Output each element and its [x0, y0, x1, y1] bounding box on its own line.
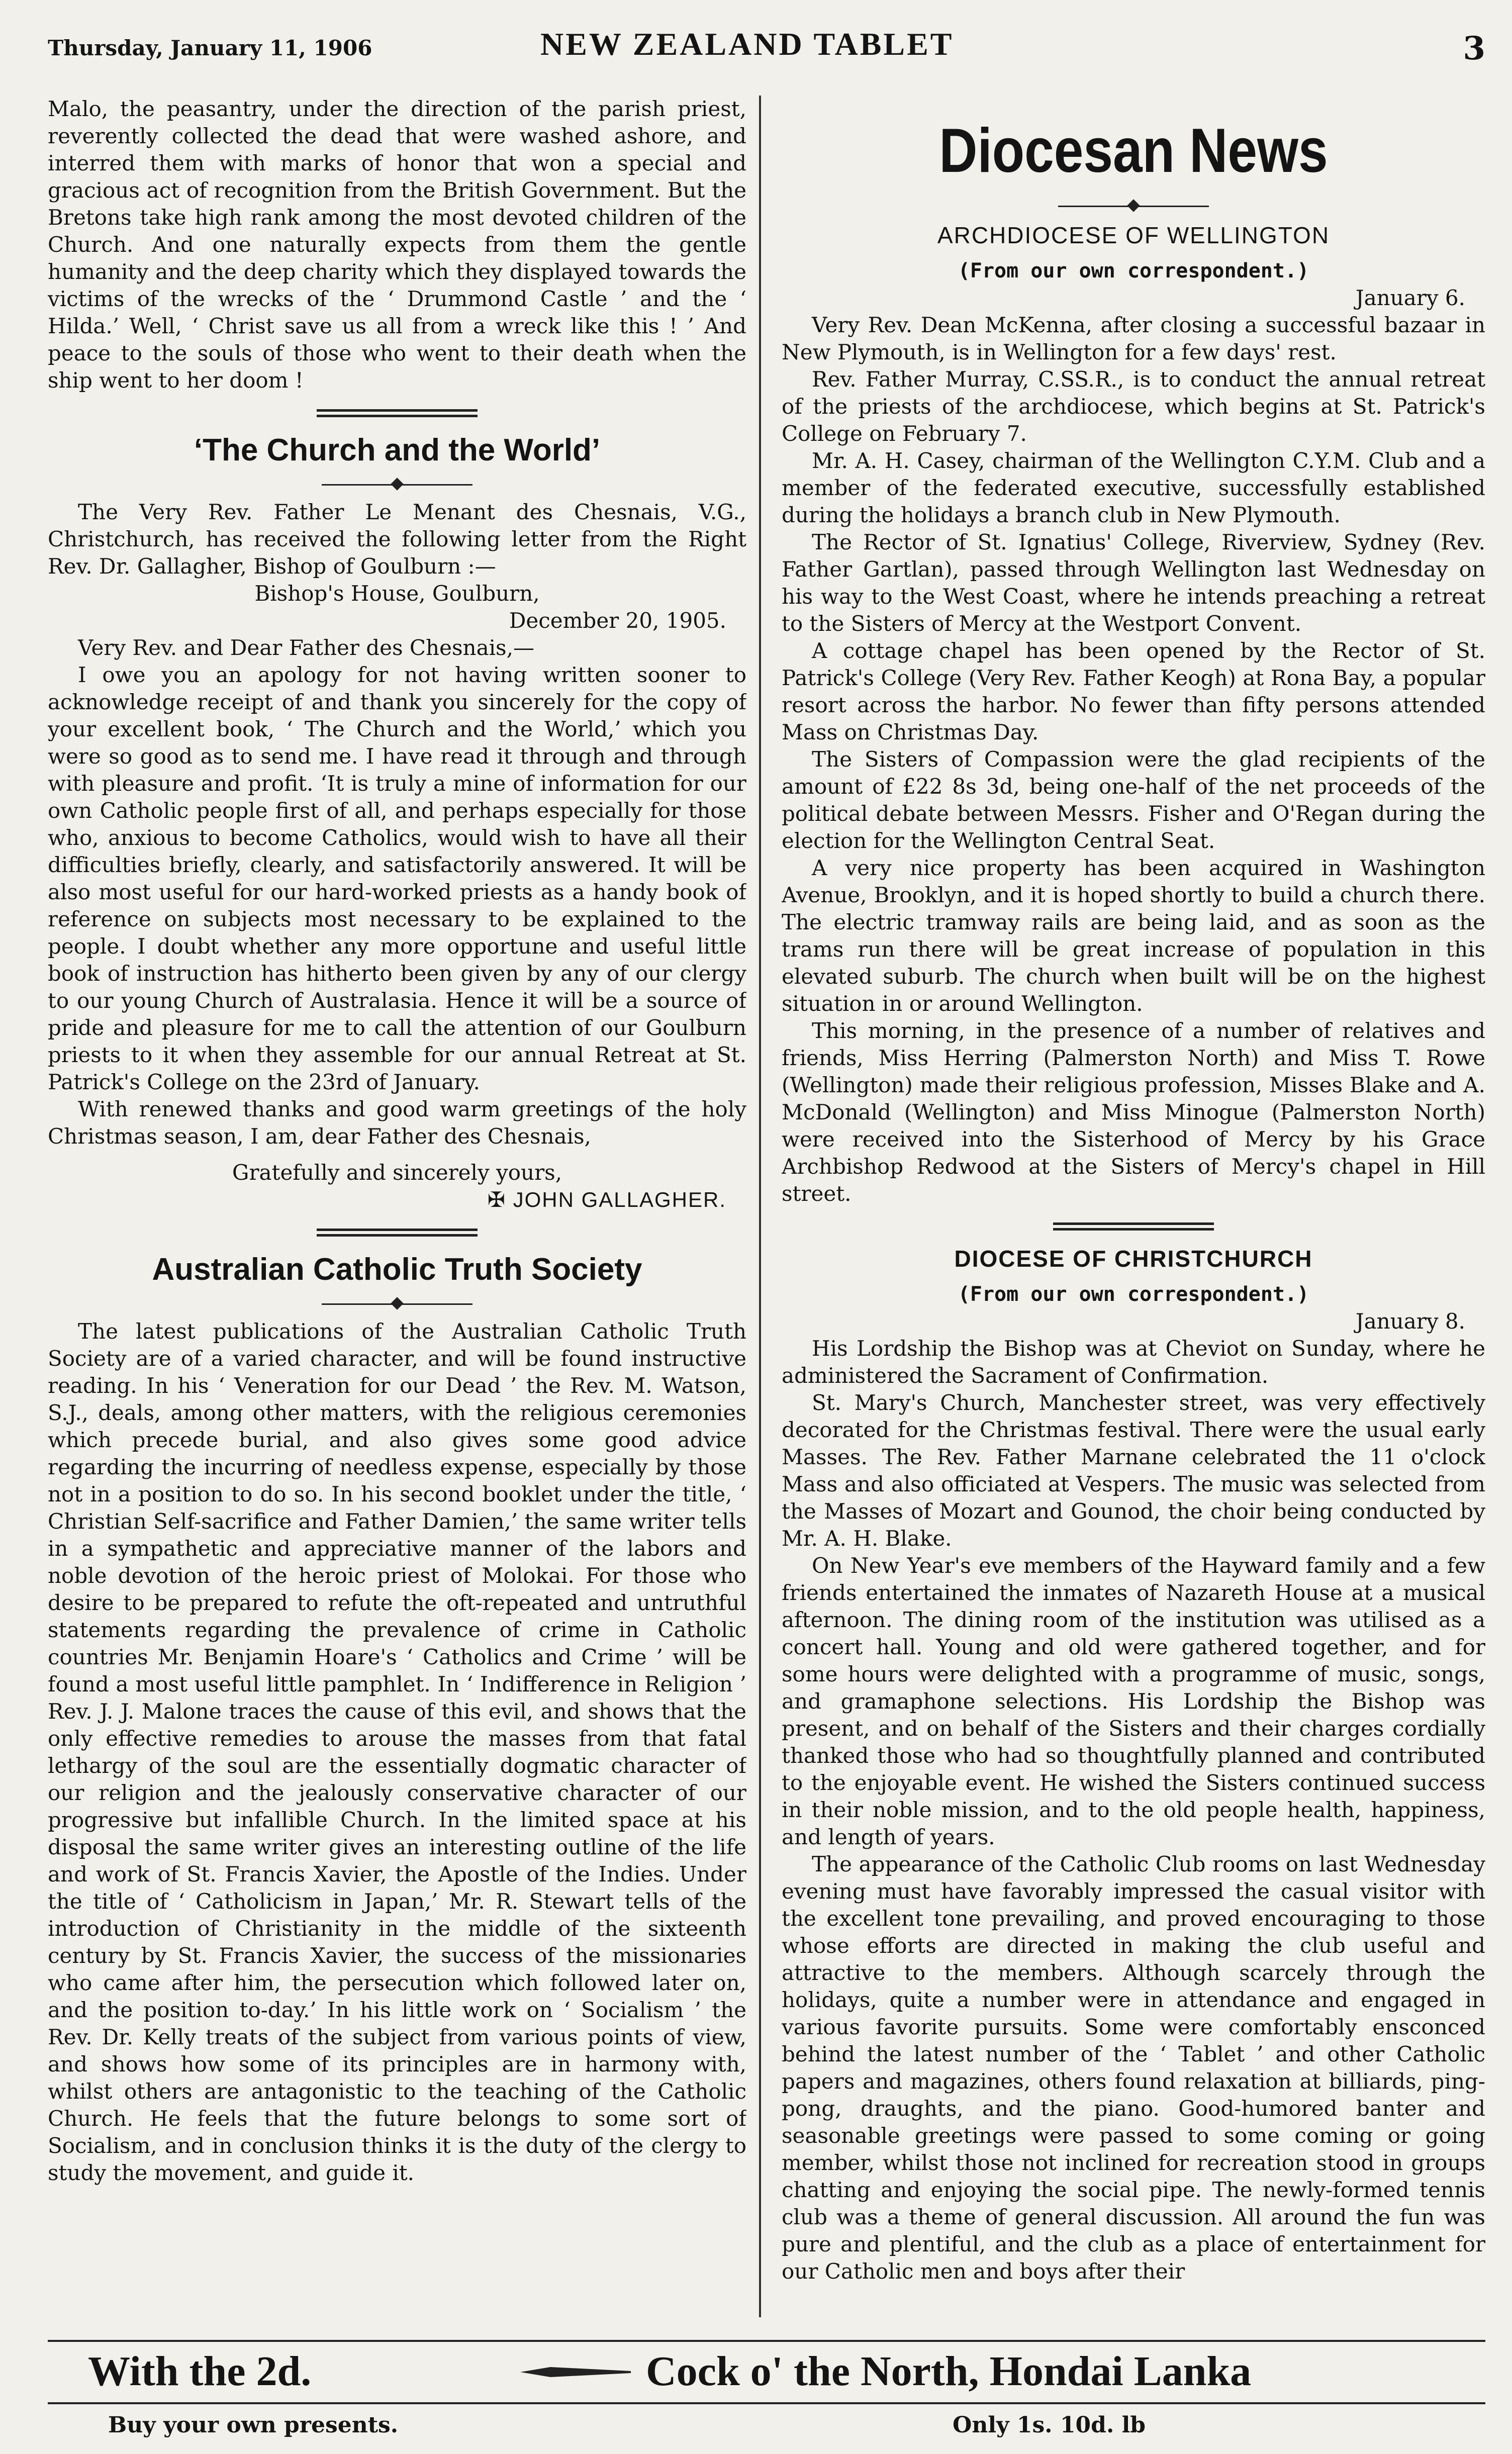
intro-paragraph: Malo, the peasantry, under the direction of the parish priest, reverently collected the dead that were washed ashore, and interred them with marks of honor that won a special and gracious act of recognition from the British Government. But the Bretons take high rank among the most devoted children of the Church. And one naturally expects from them the gentle humanity and the deep charity which they displayed towards the victims of the wrecks of the ‘ Drummond Castle ’ and the ‘ Hilda.’ Well, ‘ Christ save us all from a wreck like this ! ’ And peace to the souls of those who went to their death when the ship went to her doom !	[48, 97, 746, 393]
letter-body: I owe you an apology for not having written sooner to acknowledge receipt of and thank you sincerely for the copy of your excellent book, ‘ The Church and the World,’ which you were so good as to send me. I have read it through and through with pleasure and profit. ‘It is truly a mine of information for our own Catholic people first of all, and perhaps especially for those who, anxious to become Catholics, would wish to have all their difficulties briefly, clearly, and satisfactorily answered. It will be also most useful for our hard-worked priests as a handy book of reference on subjects most necessary to be explained to the people. I doubt whether any more opportune and useful little book of instruction has hitherto been given by any of our clergy to our young Church of Australasia. Hence it will be a source of pride and pleasure for me to call the attention of our Goulburn priests to it when they assemble for our annual Retreat at St. Patrick's College on the 23rd of January.	[48, 663, 746, 1094]
news-paragraph: The Sisters of Compassion were the glad recipients of the amount of £22 8s 3d, being one-half of the net proceeds of the political debate between Messrs. Fisher and O'Regan during the election for the Wellington Central Seat.	[782, 747, 1485, 853]
ornament-divider	[1058, 201, 1209, 211]
ad-slogan-left: With the 2d.	[88, 2348, 312, 2395]
christchurch-heading: DIOCESE OF CHRISTCHURCH	[954, 1246, 1313, 1272]
letter-signature: ✠ JOHN GALLAGHER.	[487, 1188, 726, 1211]
church-paragraph: The Very Rev. Father Le Menant des Chesnais, V.G., Christchurch, has received the following letter from the Right Rev. Dr. Gallagher, Bishop of Goulburn :—	[48, 500, 746, 579]
section-separator	[317, 1229, 478, 1237]
church-world-title: ‘The Church and the World’	[194, 433, 601, 467]
news-paragraph: Mr. A. H. Casey, chairman of the Wellington C.Y.M. Club and a member of the federated executive, successfully established during the holidays a branch club in New Plymouth.	[782, 448, 1485, 527]
correspondent-line: (From our own correspondent.)	[958, 259, 1309, 282]
correspondent-line: (From our own correspondent.)	[958, 1283, 1309, 1306]
diamond-ornament-icon	[391, 1297, 403, 1309]
diocesan-news-title: Diocesan News	[939, 116, 1328, 185]
news-paragraph: Very Rev. Dean McKenna, after closing a successful bazaar in New Plymouth, is in Wellington for a few days' rest.	[782, 313, 1485, 364]
diamond-ornament-icon	[1127, 199, 1140, 212]
masthead-title: NEW ZEALAND TABLET	[540, 26, 954, 62]
news-paragraph: The appearance of the Catholic Club rooms on last Wednesday evening must have favorably impressed the casual visitor with the excellent tone prevailing, and proved encouraging to those whose efforts are directed in making the club useful and attractive to the members. Although scarcely through the holidays, quite a number were in attendance and engaged in various favorite pursuits. Some were comfortably ensconced behind the latest number of the ‘ Tablet ’ and other Catholic papers and magazines, others found relaxation at billiards, ping-pong, draughts, and the piano. Good-humored banter and seasonable greetings were passed to some coming or going member, whilst those not inclined for recreation stood in groups chatting and enjoying the social pipe. The newly-formed tennis club was a theme of general discussion. All around the fun was pure and plentiful, and the club as a place of entertainment for our Catholic men and boys after their	[782, 1852, 1485, 2284]
letter-body: With renewed thanks and good warm greetings of the holy Christmas season, I am, dear Father des Chesnais,	[48, 1097, 746, 1149]
section-separator	[317, 409, 478, 417]
news-paragraph: On New Year's eve members of the Hayward family and a few friends entertained the inmates of Nazareth House at a musical afternoon. The dining room of the institution was utilised as a concert hall. Young and old were gathered together, and for some hours were delighted with a programme of music, songs, and gramaphone selections. His Lordship the Bishop was present, and on behalf of the Sisters and their charges cordially thanked those who had so thoughtfully planned and contributed to the enjoyable event. He wished the Sisters continued success in their noble mission, and to the old people health, happiness, and length of years.	[782, 1553, 1485, 1849]
advertisement-footer	[48, 2340, 1485, 2442]
wellington-heading: ARCHDIOCESE OF WELLINGTON	[937, 222, 1330, 248]
news-paragraph: The Rector of St. Ignatius' College, Riverview, Sydney (Rev. Father Gartlan), passed through Wellington last Wednesday on his way to the West Coast, where he intends preaching a retreat to the Sisters of Mercy at the Westport Convent.	[782, 530, 1485, 636]
letter-address: Bishop's House, Goulburn,	[254, 581, 540, 606]
left-column	[48, 96, 746, 2325]
dispatch-date: January 6.	[1355, 286, 1465, 310]
news-paragraph: A very nice property has been acquired in Washington Avenue, Brooklyn, and it is hoped shortly to build a church there. The electric tramway rails are being laid, and as soon as the trams run there will be great increase of population in this elevated suburb. The church when built will be on the highest situation in or around Wellington.	[782, 856, 1485, 1016]
right-column	[782, 96, 1485, 2325]
dispatch-date: January 8.	[1355, 1309, 1465, 1334]
news-paragraph: St. Mary's Church, Manchester street, was very effectively decorated for the Christmas festival. There were the usual early Masses. The Rev. Father Marnane celebrated the 11 o'clock Mass and also officiated at Vespers. The music was selected from the Masses of Mozart and Gounod, the choir being conducted by Mr. A. H. Blake.	[782, 1390, 1485, 1551]
issue-date: Thursday, January 11, 1906	[48, 36, 372, 60]
letter-salutation: Very Rev. and Dear Father des Chesnais,—	[78, 635, 534, 660]
page-number: 3	[1463, 30, 1485, 67]
news-paragraph: This morning, in the presence of a number of relatives and friends, Miss Herring (Palmerston North) and Miss T. Rowe (Wellington) made their religious profession, Misses Blake and A. McDonald (Wellington) and Miss Minogue (Palmerston North) were received into the Sisterhood of Mercy by his Grace Archbishop Redwood at the Sisters of Mercy's chapel in Hill street.	[782, 1018, 1485, 1206]
truth-society-paragraph: The latest publications of the Australian Catholic Truth Society are of a varied character, and will be found instructive reading. In his ‘ Veneration for our Dead ’ the Rev. M. Watson, S.J., deals, among other matters, with the religious ceremonies which precede burial, and also gives some good advice regarding the incurring of needless expense, especially by those not in a position to do so. In his second booklet under the title, ‘ Christian Self-sacrifice and Father Damien,’ the same writer tells in a sympathetic and appreciative manner of the labors and noble devotion of the heroic priest of Molokai. For those who desire to be prepared to refute the oft-repeated and untruthful statements regarding the prevalence of crime in Catholic countries Mr. Benjamin Hoare's ‘ Catholics and Crime ’ will be found a most useful little pamphlet. In ‘ Indifference in Religion ’ Rev. J. J. Malone traces the cause of this evil, and shows that the only effective remedies to arouse the masses from that fatal lethargy of the soul are the essentially dogmatic character of our religion and the jealously conservative character of our progressive but infallible Church. In the limited space at his disposal the same writer gives an interesting outline of the life and work of St. Francis Xavier, the Apostle of the Indies. Under the title of ‘ Catholicism in Japan,’ Mr. R. Stewart tells of the introduction of Christianity in the middle of the sixteenth century by St. Francis Xavier, the success of the missionaries who came after him, the persecution which followed later on, and the position to-day.’ In his little work on ‘ Socialism ’ the Rev. Dr. Kelly treats of the subject from various points of view, and shows how some of its principles are in harmony with, whilst others are antagonistic to the teaching of the Catholic Church. He feels that the future belongs to some sort of Socialism, and in conclusion thinks it is the duty of the clergy to study the movement, and guide it.	[48, 1319, 746, 2185]
news-paragraph: His Lordship the Bishop was at Cheviot on Sunday, where he administered the Sacrament of Confirmation.	[782, 1336, 1485, 1388]
news-paragraph: A cottage chapel has been opened by the Rector of St. Patrick's College (Very Rev. Father Keogh) at Rona Bay, a popular resort across the harbor. No fewer than fifty persons attended Mass on Christmas Day.	[782, 638, 1485, 744]
ad-slogan-right: Cock o' the North, Hondai Lanka	[646, 2348, 1252, 2395]
letter-date: December 20, 1905.	[509, 608, 726, 633]
letter-closing: Gratefully and sincerely yours,	[232, 1160, 562, 1185]
ad-price: Only 1s. 10d. lb	[953, 2412, 1146, 2438]
news-paragraph: Rev. Father Murray, C.SS.R., is to conduct the annual retreat of the priests of the archdiocese, which begins at St. Patrick's College on February 7.	[782, 367, 1485, 446]
arrow-left-icon	[520, 2367, 631, 2377]
diamond-ornament-icon	[391, 478, 403, 490]
ornament-divider	[322, 1299, 472, 1309]
truth-society-title: Australian Catholic Truth Society	[152, 1252, 642, 1287]
footer-rule	[48, 2402, 1485, 2404]
page-header	[48, 23, 1485, 70]
ornament-divider	[322, 480, 472, 490]
section-separator	[1053, 1222, 1214, 1231]
ad-subline-left: Buy your own presents.	[108, 2412, 399, 2438]
column-divider	[759, 96, 761, 2317]
